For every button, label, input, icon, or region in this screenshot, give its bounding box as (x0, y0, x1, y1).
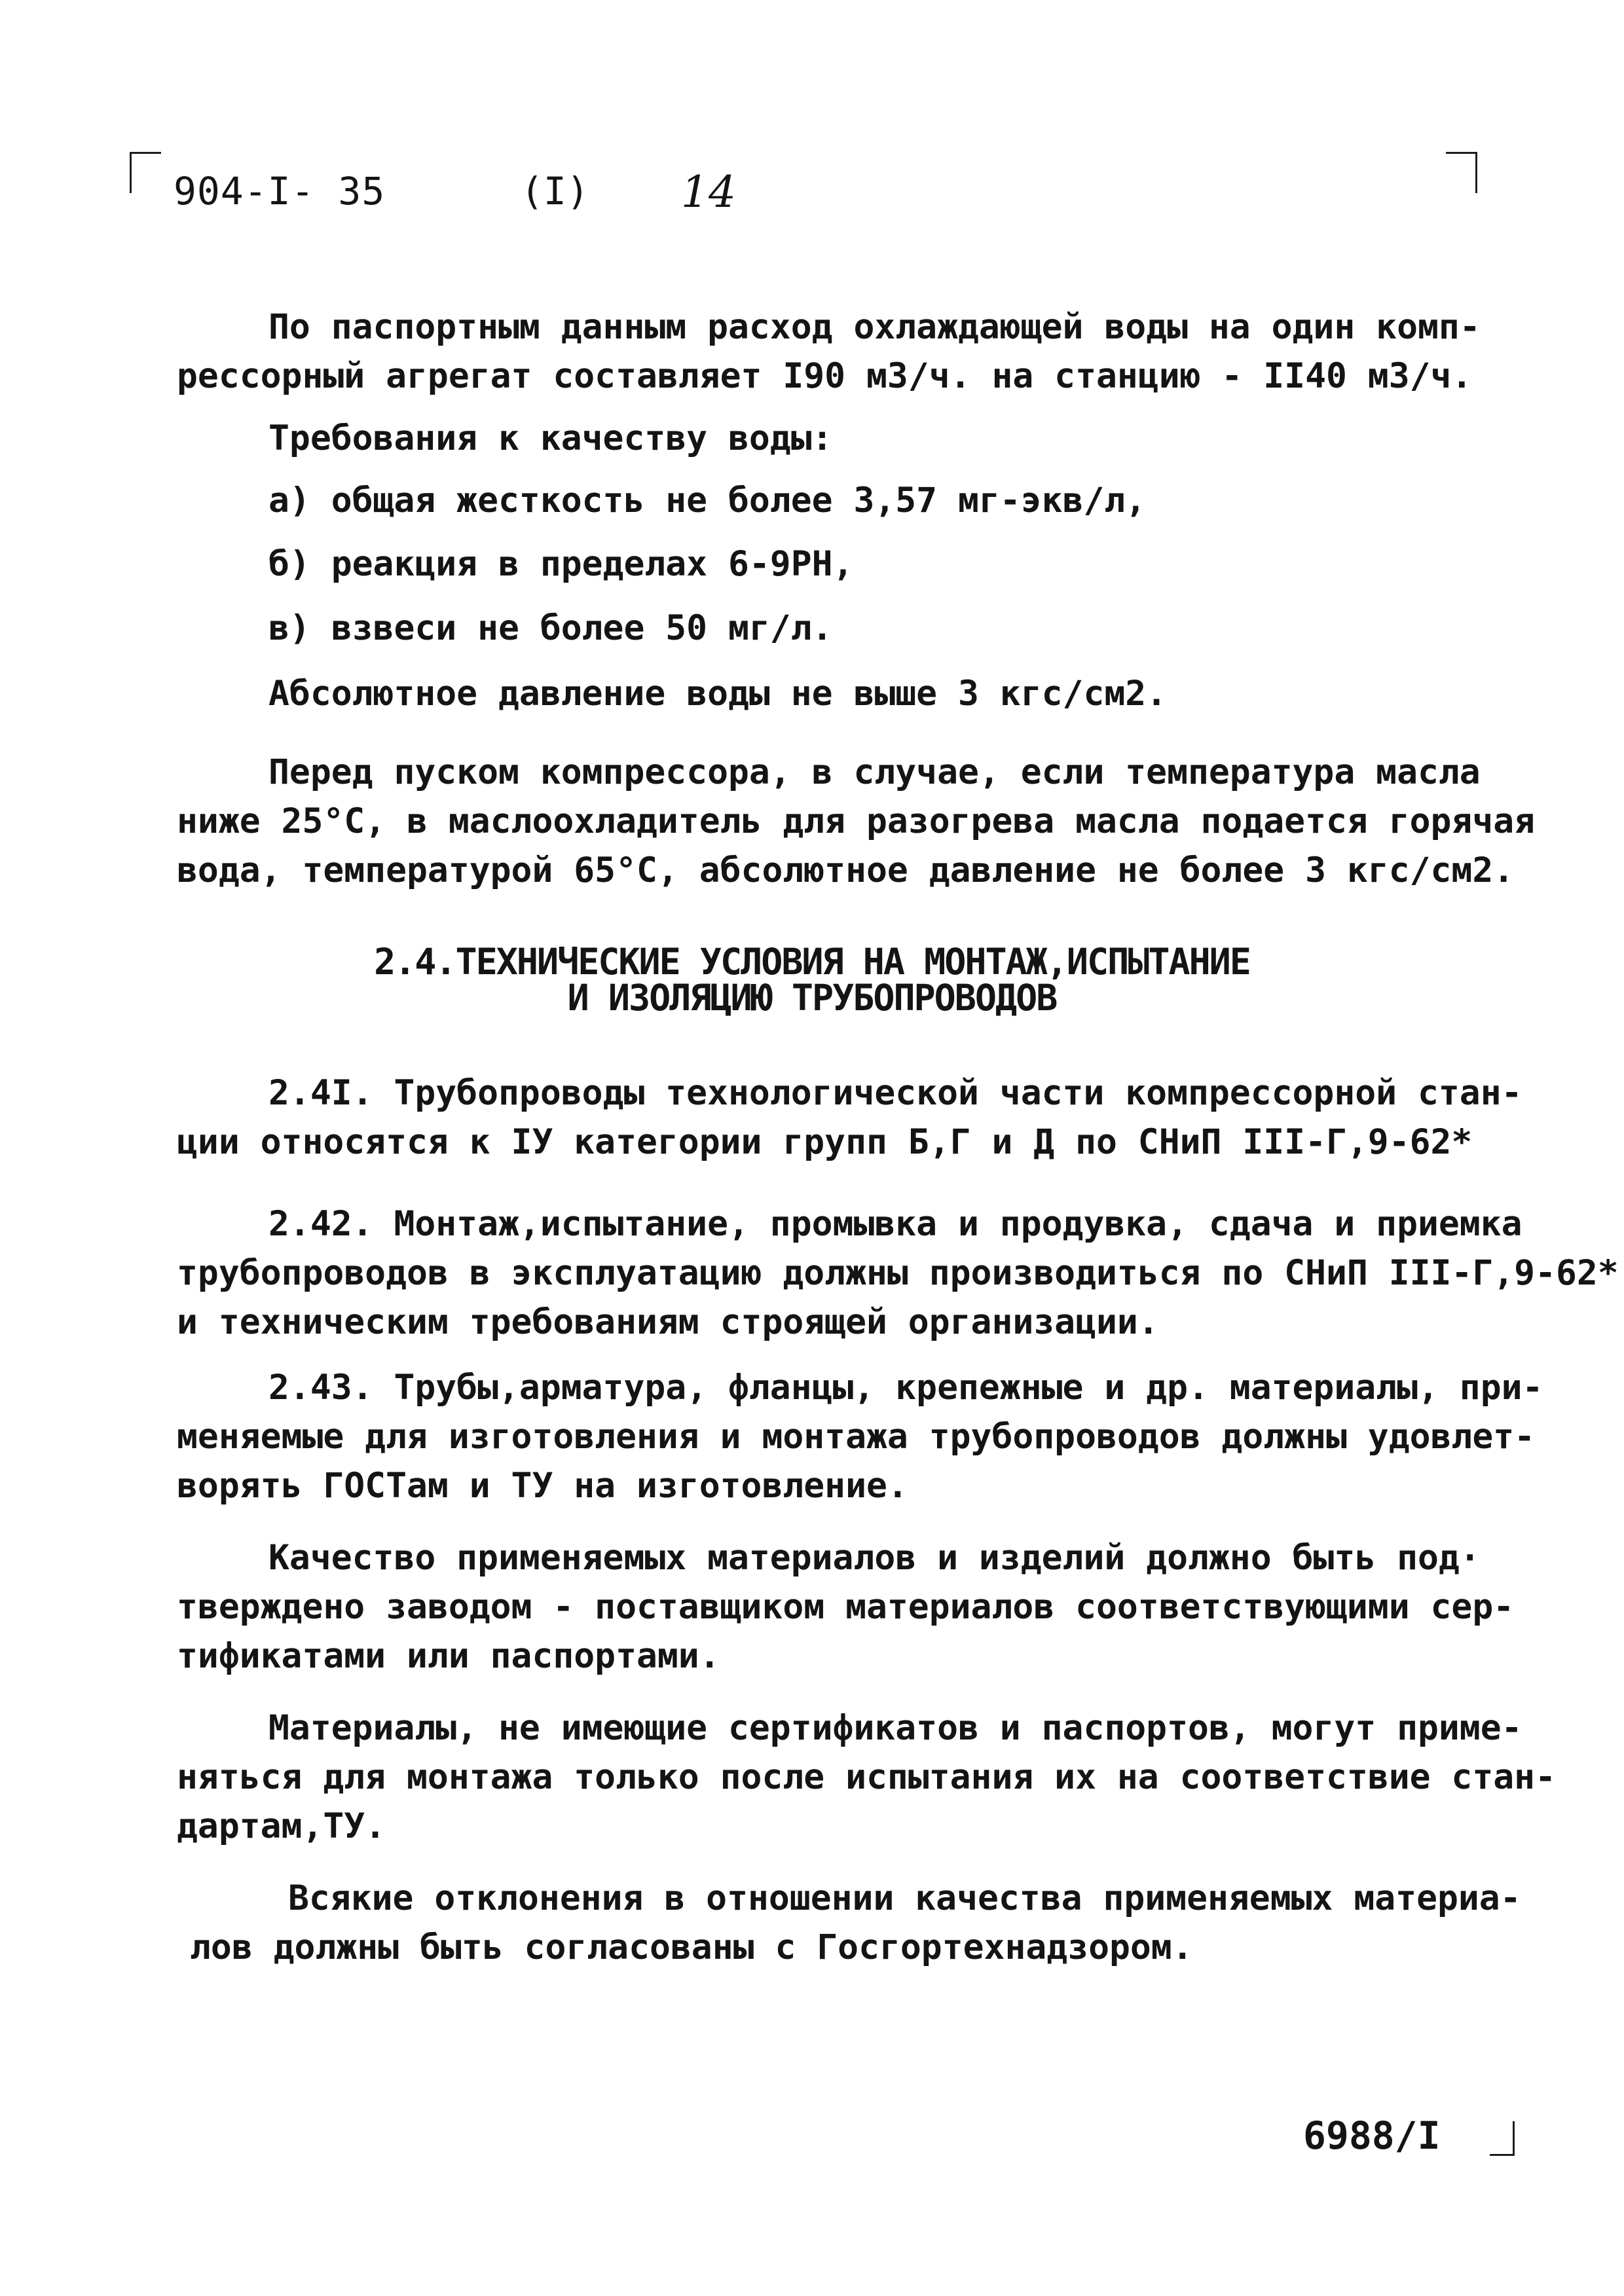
sheet-number: 14 (681, 167, 736, 217)
corner-mark-top-left (130, 152, 161, 193)
clause-2-42-line-3: и техническим требованиям строящей организации. (177, 1302, 1159, 1342)
clause-2-42-line-2: трубопроводов в эксплуатацию должны производиться по СНиП III-Г,9-62* (177, 1253, 1619, 1293)
paragraph-materials-line-1: Материалы, не имеющие сертификатов и паспортов, могут приме- (268, 1708, 1522, 1748)
requirement-reaction: б) реакция в пределах 6-9РН, (268, 544, 854, 584)
requirement-hardness: а) общая жесткость не более 3,57 мг-экв/л, (268, 481, 1147, 520)
clause-2-42-line-1: 2.42. Монтаж,испытание, промывка и продувка, сдача и приемка (268, 1204, 1522, 1244)
corner-mark-top-right (1446, 152, 1477, 193)
pressure-statement: Абсолютное давление воды не выше 3 кгс/см2. (268, 674, 1168, 714)
paragraph-deviations-line-2: лов должны быть согласованы с Госгортехнадзором. (190, 1927, 1193, 1967)
clause-2-41-line-1: 2.4I. Трубопроводы технологической части компрессорной стан- (268, 1073, 1522, 1113)
clause-2-41-line-2: ции относятся к IУ категории групп Б,Г и Д по СНиП III-Г,9-62* (177, 1122, 1473, 1162)
paragraph-startup-line-2: ниже 25°С, в маслоохладитель для разогрева масла подается горячая (177, 801, 1536, 841)
paragraph-materials-line-3: дартам,ТУ. (177, 1806, 386, 1846)
paragraph-quality-line-2: тверждено заводом - поставщиком материалов соответствующими сер- (177, 1587, 1515, 1627)
paragraph-materials-line-2: няться для монтажа только после испытания их на соответствие стан- (177, 1757, 1556, 1797)
paragraph-consumption-line-2: рессорный агрегат составляет I90 м3/ч. на станцию - II40 м3/ч. (177, 356, 1473, 396)
requirement-suspension: в) взвеси не более 50 мг/л. (268, 608, 833, 648)
clause-2-43-line-3: ворять ГОСТам и ТУ на изготовление. (177, 1466, 908, 1506)
paragraph-deviations-line-1: Всякие отклонения в отношении качества применяемых материа- (288, 1878, 1521, 1918)
footer-inventory-code: 6988/I (1303, 2113, 1441, 2158)
paragraph-quality-line-1: Качество применяемых материалов и изделий должно быть под· (268, 1538, 1481, 1578)
clause-2-43-line-2: меняемые для изготовления и монтажа трубопроводов должны удовлет- (177, 1417, 1536, 1457)
document-part: (I) (521, 169, 589, 213)
document-code: 904-I- 35 (174, 169, 386, 213)
paragraph-startup-line-3: вода, температурой 65°С, абсолютное давление не более 3 кгс/см2. (177, 850, 1515, 890)
paragraph-quality-line-3: тификатами или паспортами. (177, 1636, 720, 1676)
paragraph-startup-line-1: Перед пуском компрессора, в случае, если температура масла (268, 752, 1481, 792)
clause-2-43-line-1: 2.43. Трубы,арматура, фланцы, крепежные и др. материалы, при- (268, 1368, 1543, 1408)
section-heading-line-2: И ИЗОЛЯЦИЮ ТРУБОПРОВОДОВ (567, 977, 1057, 1019)
paragraph-consumption-line-1: По паспортным данным расход охлаждающей воды на один комп- (268, 307, 1481, 347)
requirements-title: Требования к качеству воды: (268, 418, 833, 458)
section-heading-line-1: 2.4.ТЕХНИЧЕСКИЕ УСЛОВИЯ НА МОНТАЖ,ИСПЫТАНИЕ (374, 941, 1250, 983)
corner-mark-bottom-right (1490, 2121, 1515, 2156)
